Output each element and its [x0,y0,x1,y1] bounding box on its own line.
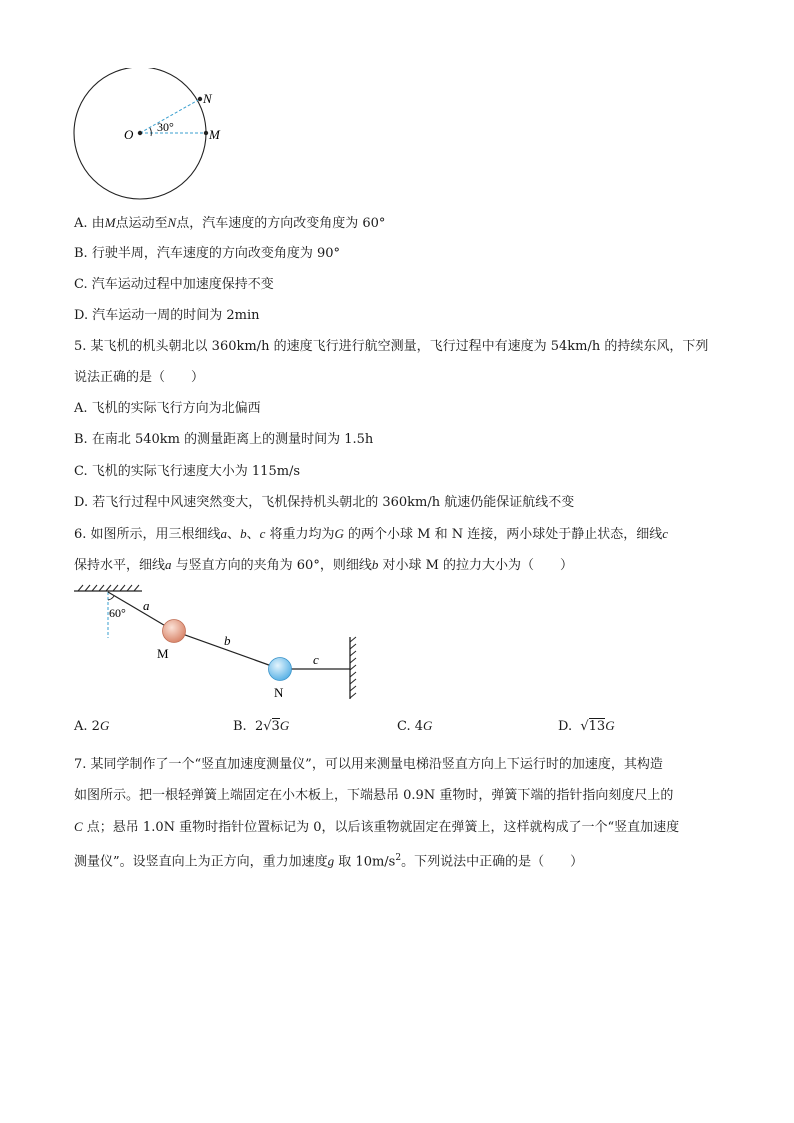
angle-arc [150,128,151,136]
q5-stem-line1: 5. 某飞机的机头朝北以 360km/h 的速度飞行进行航空测量，飞行过程中有速度为 54km/h 的持续东风，下列 [74,339,709,354]
label-m: M [209,127,220,142]
q7-stem-line2: 如图所示。把一根轻弹簧上端固定在小木板上，下端悬吊 0.9N 重物时，弹簧下端的指针指向刻度尺上的 [74,788,674,803]
q5-option-c: C. 飞机的实际飞行速度大小为 115m/s [74,464,301,479]
q5-option-d: D. 若飞行过程中风速突然变大，飞机保持机头朝北的 360km/h 航速仍能保证航线不变 [74,495,575,510]
q5-stem-line2: 说法正确的是（ ） [74,370,205,385]
q7-stem-line1: 7. 某同学制作了一个“竖直加速度测量仪”，可以用来测量电梯沿竖直方向上下运行时的加速度，其构造 [74,757,663,772]
point-m [204,131,208,135]
q4-option-c: C. 汽车运动过程中加速度保持不变 [74,277,274,292]
q6-stem-line2: 保持水平，细线a 与竖直方向的夹角为 60°，则细线b 对小球 M 的拉力大小为（ ） [74,557,574,573]
q6-option-b: B. 2√3G [233,718,290,734]
label-angle: 30° [157,120,174,134]
q6-option-d: D. √13G [558,718,615,734]
label-b: b [224,633,231,648]
label-60: 60° [109,606,126,620]
ceiling-hatch [78,585,139,591]
label-c: c [313,652,319,667]
label-n: N [203,91,212,106]
balls-diagram [68,584,368,704]
label-n: N [274,685,284,700]
q6-option-a: A. 2G [74,718,110,734]
label-a: a [143,598,150,613]
q6-stem-line1: 6. 如图所示，用三根细线a、b、c 将重力均为G 的两个小球 M 和 N 连接，两小球处于静止状态，细线c [74,526,669,542]
angle-arc-60 [108,596,114,600]
q7-stem-line4: 测量仪”。设竖直向上为正方向，重力加速度g 取 $10m/s^2$。下列说法中正确的是（ ） [74,853,584,870]
ball-n [269,658,292,681]
label-m: M [157,646,169,661]
label-o: O [124,127,134,142]
ball-m [163,620,186,643]
q4-option-d: D. 汽车运动一周的时间为 2min [74,308,260,323]
q4-option-a: A. 由M点运动至N点，汽车速度的方向改变角度为 60° [74,215,386,231]
q5-option-b: B. 在南北 540km 的测量距离上的测量时间为 1.5h [74,432,374,447]
q6-option-c: C. 4G [397,718,433,734]
point-o [138,131,142,135]
wall-hatch [350,637,356,698]
sqrt-sign: √ [580,719,589,734]
radicand: 13 [588,719,606,734]
circle-diagram [68,68,238,203]
q4-option-b: B. 行驶半周，汽车速度的方向改变角度为 90° [74,246,341,261]
q5-option-a: A. 飞机的实际飞行方向为北偏西 [74,401,261,416]
q7-stem-line3: C 点；悬吊 1.0N 重物时指针位置标记为 0，以后该重物就固定在弹簧上，这样就构成了一个“竖直加速度 [74,819,680,835]
radicand: 3 [271,719,280,734]
sqrt-sign: √ [263,719,272,734]
point-n [198,97,202,101]
